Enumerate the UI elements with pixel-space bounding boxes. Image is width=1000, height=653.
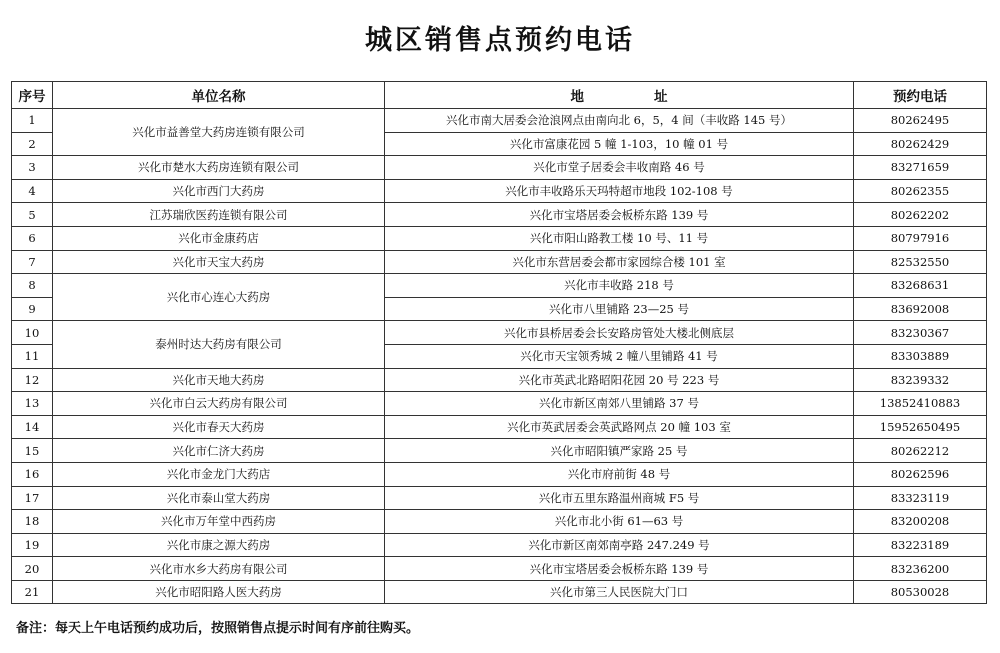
cell-phone: 83230367 [854, 321, 987, 345]
table-row [12, 580, 987, 604]
cell-seq: 2 [12, 132, 53, 156]
table-row [12, 368, 987, 392]
cell-address: 兴化市英武北路昭阳花园 20 号 223 号 [385, 368, 854, 392]
cell-unit-name: 兴化市益善堂大药房连锁有限公司 [53, 109, 385, 156]
table-row [12, 557, 987, 581]
cell-seq: 14 [12, 415, 53, 439]
cell-phone: 83200208 [854, 510, 987, 534]
cell-address: 兴化市南大居委会沧浪网点由南向北 6，5，4 间（丰收路 145 号） [385, 109, 854, 133]
header-address-char-1: 地 [570, 89, 584, 105]
cell-seq: 20 [12, 557, 53, 581]
table-row [12, 203, 987, 227]
table-row [12, 415, 987, 439]
cell-phone: 83239332 [854, 368, 987, 392]
cell-phone: 83223189 [854, 533, 987, 557]
cell-phone: 83268631 [854, 274, 987, 298]
cell-unit-name: 兴化市仁济大药房 [53, 439, 385, 463]
table-row [12, 510, 987, 534]
cell-address: 兴化市东营居委会都市家园综合楼 101 室 [385, 250, 854, 274]
cell-address: 兴化市宝塔居委会板桥东路 139 号 [385, 557, 854, 581]
cell-phone: 80262212 [854, 439, 987, 463]
cell-address: 兴化市新区南郊八里铺路 37 号 [385, 392, 854, 416]
cell-unit-name: 兴化市昭阳路人医大药房 [53, 580, 385, 604]
cell-phone: 13852410883 [854, 392, 987, 416]
table-row [12, 321, 987, 345]
cell-unit-name: 江苏瑞欣医药连锁有限公司 [53, 203, 385, 227]
table-row [12, 109, 987, 133]
cell-seq: 3 [12, 156, 53, 180]
cell-seq: 5 [12, 203, 53, 227]
cell-unit-name: 兴化市万年堂中西药房 [53, 510, 385, 534]
cell-seq: 18 [12, 510, 53, 534]
cell-address: 兴化市阳山路教工楼 10 号、11 号 [385, 226, 854, 250]
cell-phone: 15952650495 [854, 415, 987, 439]
cell-address: 兴化市五里东路温州商城 F5 号 [385, 486, 854, 510]
pharmacy-table [11, 81, 987, 604]
cell-unit-name: 兴化市白云大药房有限公司 [53, 392, 385, 416]
cell-seq: 4 [12, 179, 53, 203]
cell-seq: 6 [12, 226, 53, 250]
cell-phone: 83692008 [854, 297, 987, 321]
cell-phone: 83236200 [854, 557, 987, 581]
cell-address: 兴化市天宝领秀城 2 幢八里铺路 41 号 [385, 344, 854, 368]
cell-seq: 16 [12, 462, 53, 486]
table-row [12, 392, 987, 416]
table-row [12, 486, 987, 510]
cell-phone: 80262596 [854, 462, 987, 486]
cell-unit-name: 兴化市泰山堂大药房 [53, 486, 385, 510]
cell-phone: 83323119 [854, 486, 987, 510]
cell-unit-name: 兴化市春天大药房 [53, 415, 385, 439]
cell-seq: 9 [12, 297, 53, 321]
table-row [12, 179, 987, 203]
cell-address: 兴化市北小街 61—63 号 [385, 510, 854, 534]
header-address [385, 82, 854, 109]
cell-address: 兴化市富康花园 5 幢 1-103，10 幢 01 号 [385, 132, 854, 156]
footnote: 备注：每天上午电话预约成功后，按照销售点提示时间有序前往购买。 [16, 621, 420, 636]
cell-phone: 82532550 [854, 250, 987, 274]
cell-address: 兴化市英武居委会英武路网点 20 幢 103 室 [385, 415, 854, 439]
table-row [12, 533, 987, 557]
cell-unit-name: 兴化市金康药店 [53, 226, 385, 250]
cell-unit-name: 兴化市心连心大药房 [53, 274, 385, 321]
table-row [12, 156, 987, 180]
cell-seq: 13 [12, 392, 53, 416]
cell-address: 兴化市八里铺路 23—25 号 [385, 297, 854, 321]
cell-address: 兴化市昭阳镇严家路 25 号 [385, 439, 854, 463]
cell-seq: 1 [12, 109, 53, 133]
table-row [12, 226, 987, 250]
cell-seq: 10 [12, 321, 53, 345]
cell-phone: 80262495 [854, 109, 987, 133]
cell-unit-name: 兴化市水乡大药房有限公司 [53, 557, 385, 581]
cell-address: 兴化市丰收路乐天玛特超市地段 102-108 号 [385, 179, 854, 203]
cell-unit-name: 兴化市天宝大药房 [53, 250, 385, 274]
cell-seq: 17 [12, 486, 53, 510]
table-body [12, 109, 987, 604]
cell-seq: 21 [12, 580, 53, 604]
cell-unit-name: 兴化市康之源大药房 [53, 533, 385, 557]
header-phone: 预约电话 [854, 82, 987, 109]
header-unit: 单位名称 [53, 82, 385, 109]
cell-seq: 7 [12, 250, 53, 274]
table-row [12, 439, 987, 463]
cell-address: 兴化市府前街 48 号 [385, 462, 854, 486]
cell-unit-name: 泰州时达大药房有限公司 [53, 321, 385, 368]
page-title: 城区销售点预约电话 [365, 25, 635, 56]
table-header-row [12, 82, 987, 109]
cell-unit-name: 兴化市楚水大药房连锁有限公司 [53, 156, 385, 180]
cell-address: 兴化市第三人民医院大门口 [385, 580, 854, 604]
cell-phone: 80262429 [854, 132, 987, 156]
cell-seq: 19 [12, 533, 53, 557]
cell-unit-name: 兴化市西门大药房 [53, 179, 385, 203]
cell-phone: 80262202 [854, 203, 987, 227]
table-row [12, 462, 987, 486]
cell-seq: 8 [12, 274, 53, 298]
cell-phone: 83303889 [854, 344, 987, 368]
cell-seq: 12 [12, 368, 53, 392]
cell-unit-name: 兴化市天地大药房 [53, 368, 385, 392]
header-address-char-2: 址 [654, 89, 668, 105]
cell-seq: 11 [12, 344, 53, 368]
cell-phone: 80262355 [854, 179, 987, 203]
header-seq: 序号 [12, 82, 53, 109]
cell-seq: 15 [12, 439, 53, 463]
cell-phone: 80530028 [854, 580, 987, 604]
cell-address: 兴化市新区南郊南亭路 247.249 号 [385, 533, 854, 557]
cell-address: 兴化市宝塔居委会板桥东路 139 号 [385, 203, 854, 227]
table-row [12, 274, 987, 298]
cell-phone: 83271659 [854, 156, 987, 180]
cell-address: 兴化市丰收路 218 号 [385, 274, 854, 298]
cell-phone: 80797916 [854, 226, 987, 250]
cell-unit-name: 兴化市金龙门大药店 [53, 462, 385, 486]
cell-address: 兴化市堂子居委会丰收南路 46 号 [385, 156, 854, 180]
table-row [12, 250, 987, 274]
cell-address: 兴化市县桥居委会长安路房管处大楼北侧底层 [385, 321, 854, 345]
